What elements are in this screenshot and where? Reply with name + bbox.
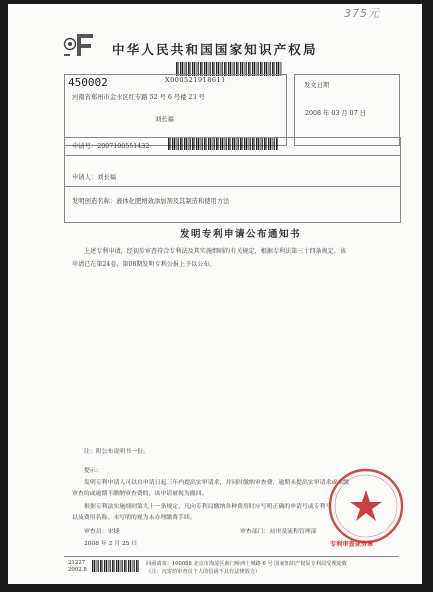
barcode-number: X000521918611 bbox=[165, 76, 226, 84]
notice-body-line: 上述专利申请，经初步审查符合专利法及其实施细则的有关规定，根据专利法第三十四条规定，该 bbox=[84, 248, 347, 255]
issue-date-value: 2008 年 03 月 07 日 bbox=[305, 110, 366, 117]
application-number: 申请号：2007100551432 bbox=[72, 143, 150, 150]
sipo-logo-icon bbox=[62, 30, 96, 60]
attachment-note: 注：附公布说明书一份。 bbox=[84, 449, 149, 455]
hint-paragraph: 发明专利申请人可以自申请日起三年内提出实审请求，并同时缴纳审查费，逾期未提出实审请求或未缴 bbox=[84, 480, 350, 486]
divider bbox=[64, 155, 400, 156]
divider bbox=[64, 186, 400, 187]
recipient-address: 河南省郑州市金水区红专路 52 号 6 号楼 23 号 bbox=[72, 94, 205, 101]
notice-body-line: 申请已在第24卷，第08期发明专利公报上予以公布。 bbox=[72, 261, 216, 268]
footer-note: （注：凡寄给审查员个人的信函不具有法律效力） bbox=[146, 569, 261, 575]
postcode: 450002 bbox=[68, 76, 108, 89]
examination-department: 审查部门：初审及流程管理部 bbox=[240, 529, 317, 535]
barcode-application bbox=[168, 138, 278, 150]
invention-title: 发明创造名称：液体化肥增效添加剂及其制造和使用方法 bbox=[72, 198, 230, 205]
issue-date-label: 发文日期 bbox=[304, 82, 330, 89]
official-seal-icon bbox=[326, 466, 406, 546]
examiner-date: 2008 年 2 月 25 日 bbox=[84, 541, 138, 547]
notice-document bbox=[8, 4, 422, 584]
applicant: 申请人：刘长福 bbox=[72, 174, 117, 181]
recipient-name: 刘长福 bbox=[155, 116, 174, 123]
form-code: 21227 2002.8 bbox=[68, 560, 87, 573]
examiner: 审查员：宋捷 bbox=[84, 529, 120, 535]
hint-paragraph: 以及费用名称。未写明的视为未办理缴费手续。 bbox=[72, 515, 196, 521]
handwritten-note: 375元 bbox=[344, 7, 380, 20]
return-address: 回函请寄：100088 北京市海淀区蓟门桥西土城路 6 号 国家知识产权局专利局受理处收 bbox=[146, 561, 347, 567]
hint-paragraph: 根据专利法实施细则第九十一条规定，凡向专利局缴纳各种费用时应写明正确的申请号或专利号 bbox=[84, 504, 332, 510]
hint-paragraph: 审查的或逾期不缴纳审查费的，该申请被视为撤回。 bbox=[72, 491, 208, 497]
footer-divider bbox=[64, 556, 399, 557]
hint-title: 提示： bbox=[84, 468, 102, 474]
issuing-office-name: 中华人民共和国国家知识产权局 bbox=[112, 42, 318, 57]
seal-text: 专利审查业务章 bbox=[330, 541, 374, 548]
notice-title: 发明专利申请公布通知书 bbox=[180, 229, 302, 240]
barcode-footer bbox=[92, 560, 140, 572]
